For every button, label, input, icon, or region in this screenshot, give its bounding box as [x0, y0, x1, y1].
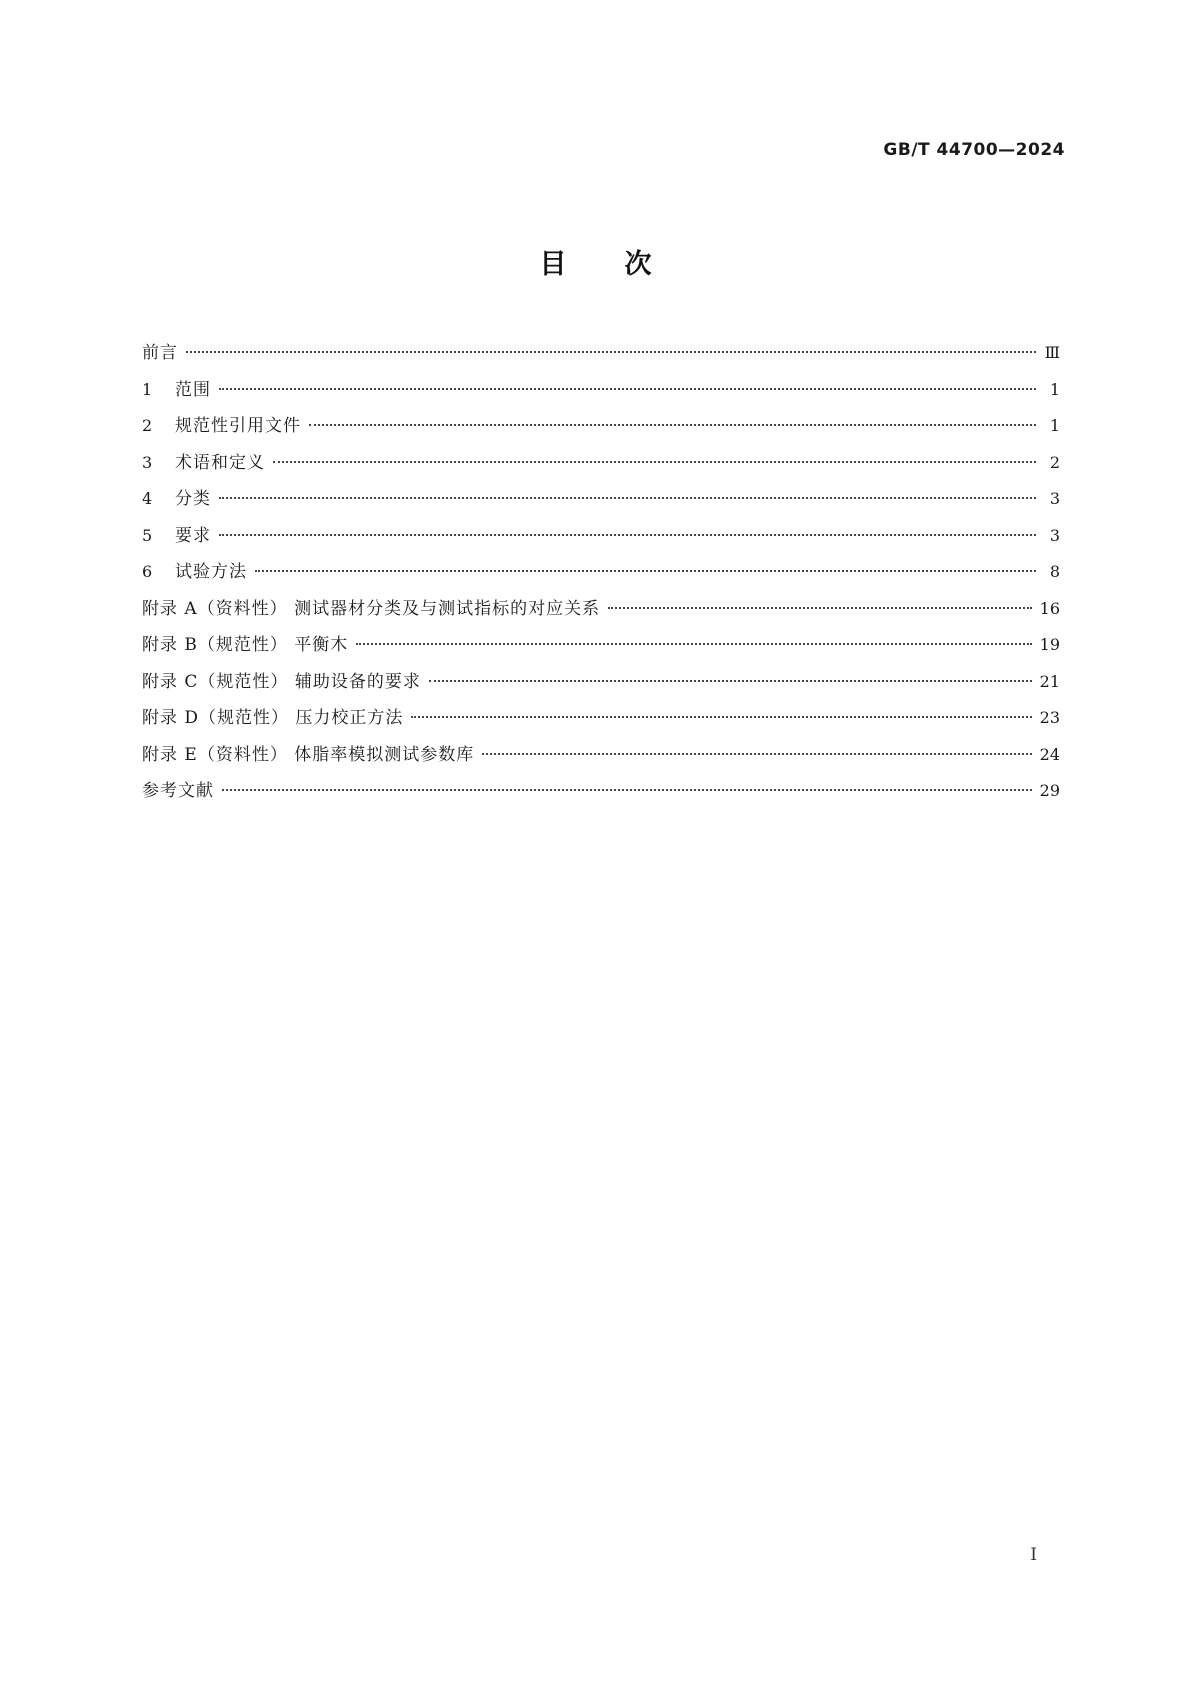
toc-entry-bibliography[interactable]	[142, 779, 1060, 816]
toc-leader-dots	[309, 424, 1036, 426]
toc-page-number: 3	[1049, 525, 1060, 545]
toc-entry-terms-definitions[interactable]	[142, 451, 1060, 488]
toc-entry-label: 要求	[175, 525, 211, 546]
toc-leader-dots	[255, 570, 1036, 572]
toc-entry-annex-d[interactable]	[142, 706, 1060, 743]
toc-page-number: 2	[1049, 452, 1060, 472]
toc-leader-dots	[273, 461, 1036, 463]
toc-leader-dots	[219, 534, 1036, 536]
toc-page-number: 29	[1039, 781, 1060, 800]
toc-entry-scope[interactable]	[142, 378, 1060, 415]
toc-page-number: 1	[1049, 379, 1060, 399]
table-of-contents	[142, 341, 1060, 816]
toc-entry-label: 前言	[142, 343, 178, 363]
standard-code: GB/T 44700—2024	[883, 140, 1065, 160]
toc-entry-test-methods[interactable]	[142, 560, 1060, 597]
toc-leader-dots	[186, 351, 1036, 353]
toc-section-number: 1	[142, 379, 153, 399]
toc-leader-dots	[219, 388, 1036, 390]
toc-leader-dots	[222, 789, 1032, 791]
toc-leader-dots	[219, 497, 1036, 499]
toc-section-number: 2	[142, 416, 153, 435]
toc-page-number: 23	[1039, 708, 1060, 727]
toc-entry-label: 附录 E（资料性） 体脂率模拟测试参数库	[142, 744, 475, 765]
toc-entry-label: 试验方法	[175, 562, 247, 582]
toc-leader-dots	[411, 716, 1031, 718]
toc-leader-dots	[429, 680, 1032, 682]
toc-entry-annex-b[interactable]	[142, 633, 1060, 670]
toc-leader-dots	[608, 607, 1032, 609]
toc-entry-label: 附录 D（规范性） 压力校正方法	[142, 708, 404, 728]
toc-leader-dots	[482, 753, 1031, 755]
toc-entry-classification[interactable]	[142, 487, 1060, 524]
toc-entry-requirements[interactable]	[142, 524, 1060, 561]
toc-entry-label: 规范性引用文件	[175, 416, 301, 436]
toc-section-number: 5	[142, 525, 153, 545]
toc-entry-label: 附录 C（规范性） 辅助设备的要求	[142, 671, 421, 692]
toc-page-number: Ⅲ	[1044, 343, 1060, 362]
toc-entry-annex-c[interactable]	[142, 670, 1060, 707]
toc-page-number: 1	[1049, 416, 1060, 435]
toc-entry-normative-references[interactable]	[142, 414, 1060, 451]
toc-entry-label: 术语和定义	[175, 452, 265, 473]
toc-page-number: 21	[1039, 671, 1060, 691]
toc-entry-annex-e[interactable]	[142, 743, 1060, 780]
toc-page-number: 3	[1049, 489, 1060, 508]
toc-page-number: 8	[1049, 562, 1060, 581]
toc-entry-label: 附录 B（规范性） 平衡木	[142, 635, 349, 655]
toc-entry-label: 分类	[175, 489, 211, 509]
toc-page-number: 24	[1039, 744, 1060, 764]
toc-page-number: 19	[1039, 635, 1060, 654]
toc-entry-foreword[interactable]	[142, 341, 1060, 378]
toc-section-number: 3	[142, 452, 153, 472]
toc-entry-label: 附录 A（资料性） 测试器材分类及与测试指标的对应关系	[142, 598, 601, 619]
toc-leader-dots	[356, 643, 1031, 645]
page-number: I	[1030, 1545, 1037, 1565]
toc-section-number: 4	[142, 489, 153, 508]
toc-section-number: 6	[142, 562, 153, 581]
toc-entry-annex-a[interactable]	[142, 597, 1060, 634]
toc-entry-label: 范围	[175, 379, 211, 400]
toc-entry-label: 参考文献	[142, 781, 214, 801]
toc-page-number: 16	[1039, 598, 1060, 618]
page-title: 目次	[539, 249, 710, 280]
